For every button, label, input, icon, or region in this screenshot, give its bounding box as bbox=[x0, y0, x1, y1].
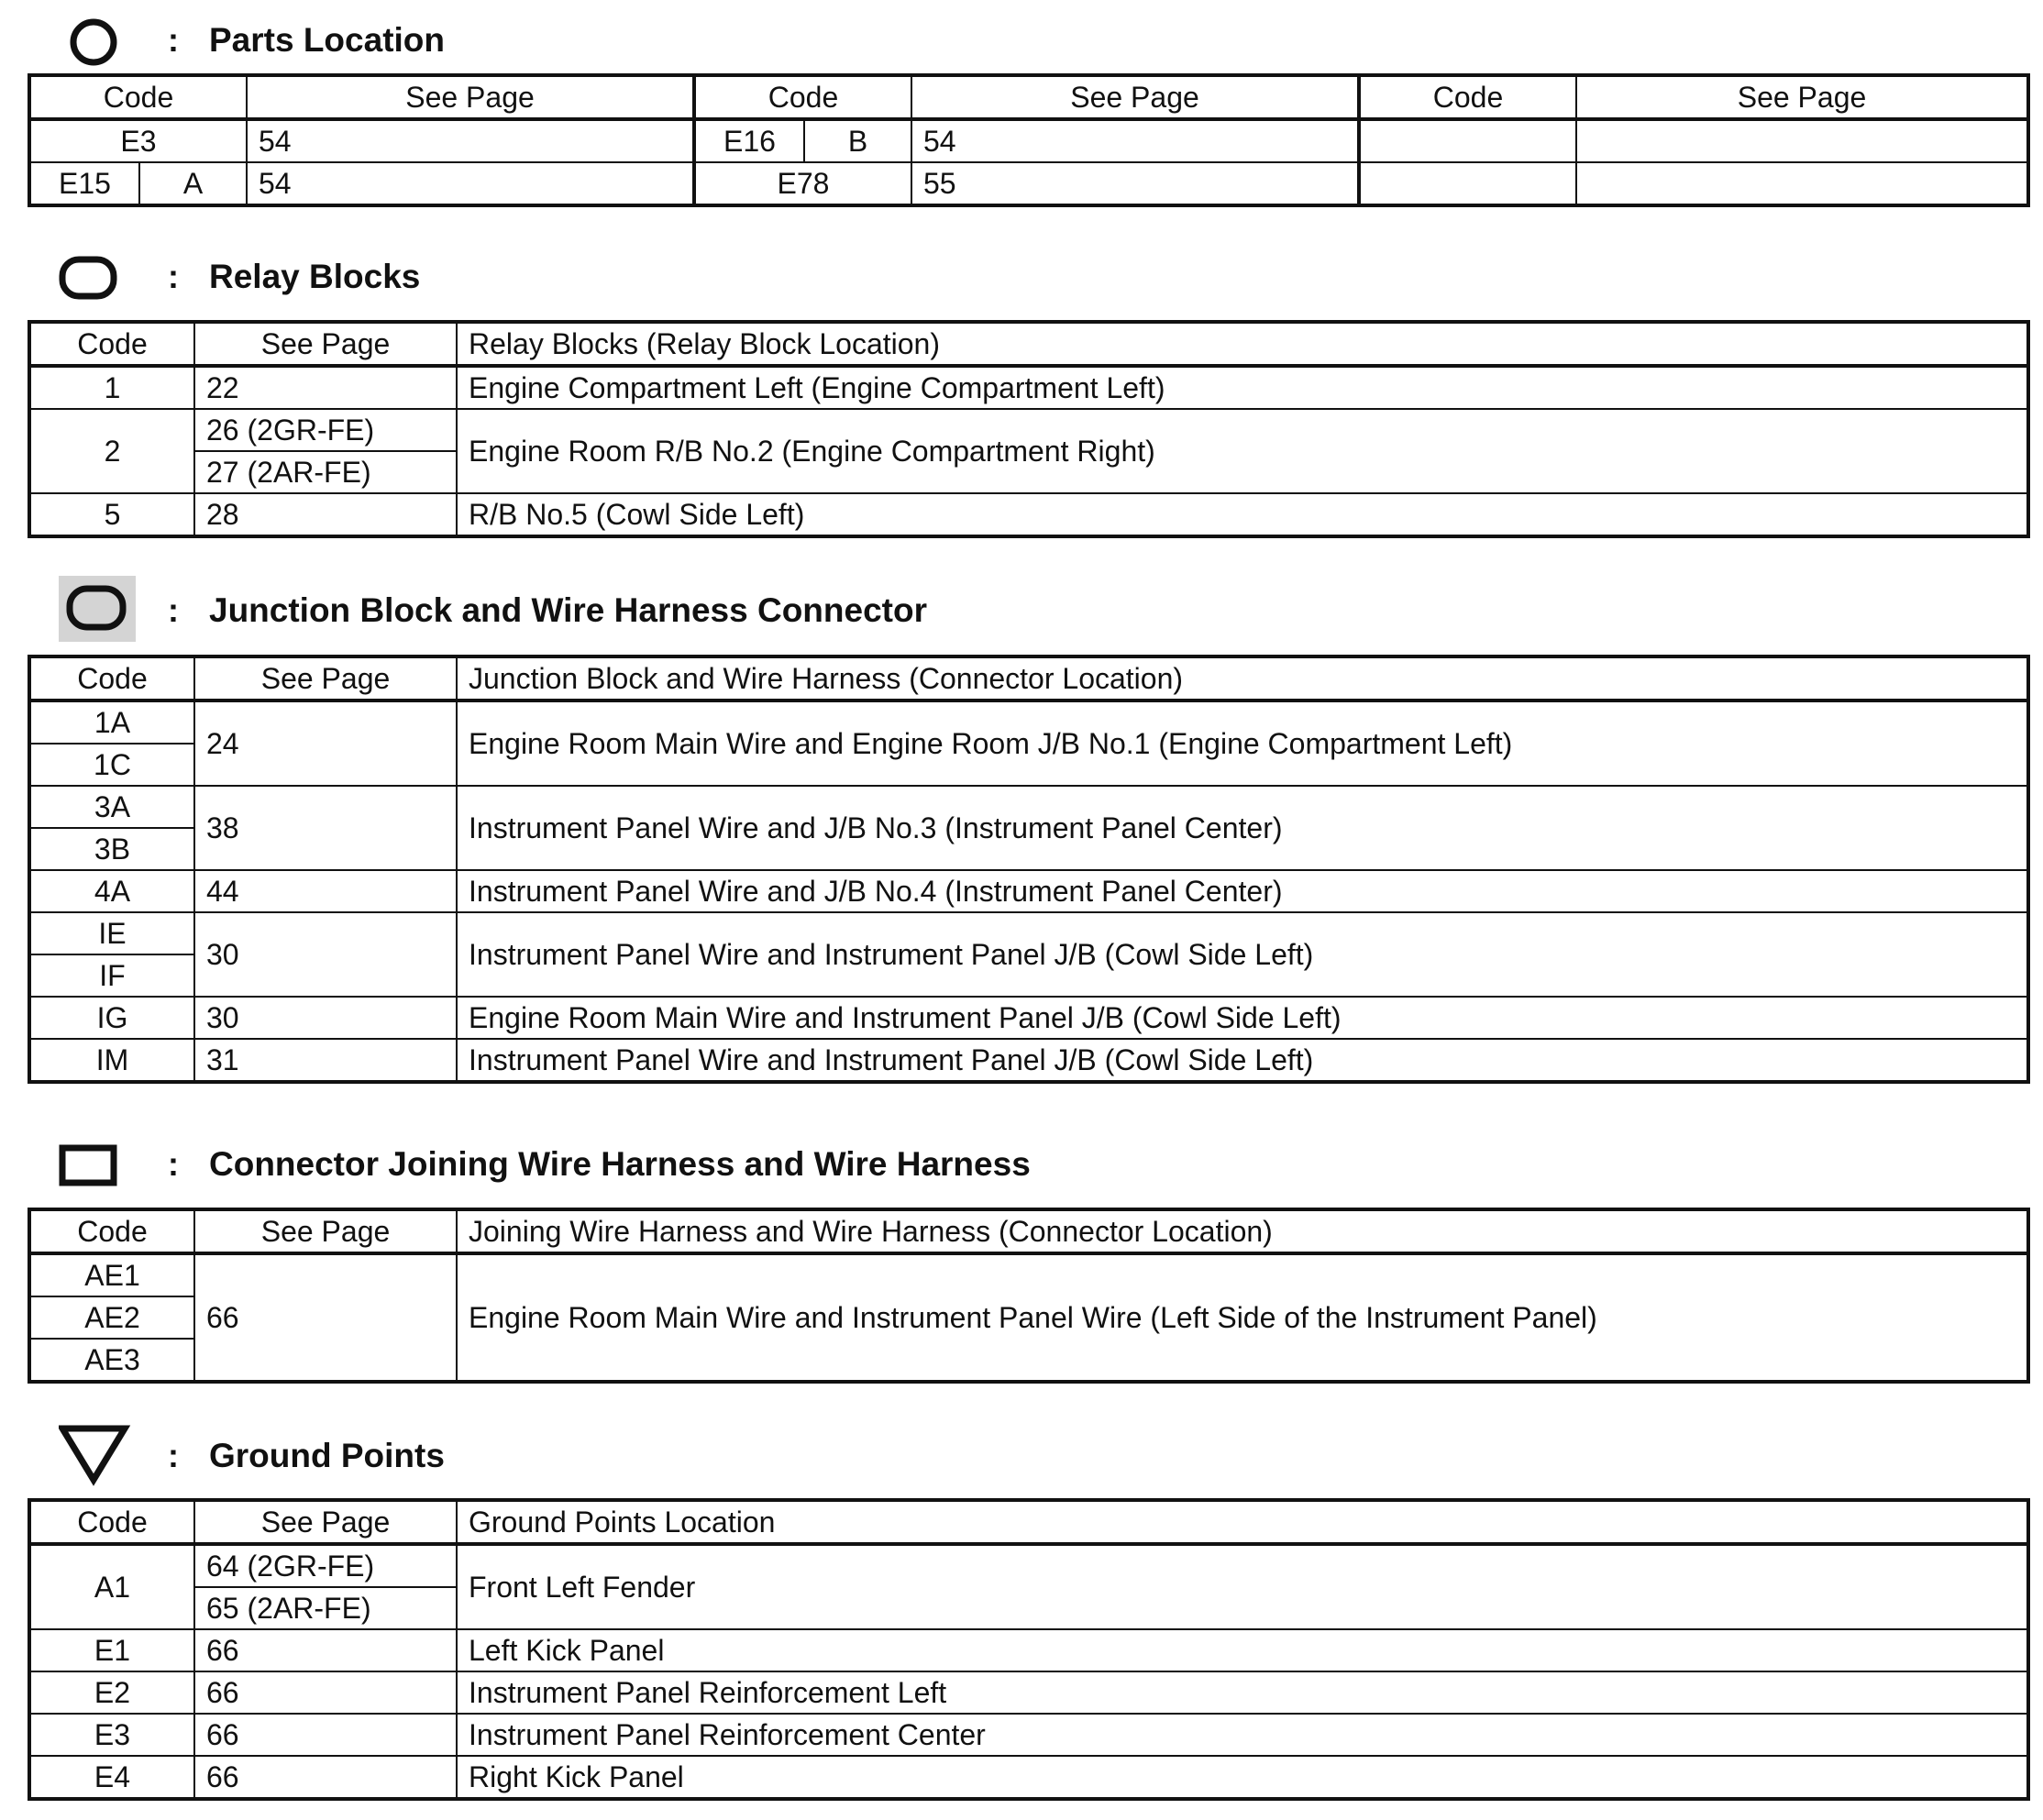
code-sub-cell: B bbox=[804, 119, 911, 162]
section-title: Relay Blocks bbox=[209, 258, 421, 295]
page-cell: 22 bbox=[194, 366, 457, 409]
code-cell: E15 bbox=[29, 162, 139, 205]
header-description: Ground Points Location bbox=[457, 1500, 2028, 1544]
code-cell: E3 bbox=[29, 1714, 194, 1756]
table-row bbox=[29, 997, 2028, 1039]
triangle-down-icon bbox=[59, 1425, 134, 1498]
table-header-row bbox=[29, 1209, 2028, 1253]
ground-points-table bbox=[28, 1498, 2030, 1801]
header-code: Code bbox=[29, 1500, 194, 1544]
description-cell: Instrument Panel Wire and J/B No.3 (Instrument Panel Center) bbox=[457, 786, 2028, 870]
page-cell: 55 bbox=[911, 162, 1359, 205]
code-cell: 1A bbox=[29, 700, 194, 744]
section-title: Parts Location bbox=[209, 21, 445, 59]
description-cell: Left Kick Panel bbox=[457, 1629, 2028, 1671]
code-cell: IE bbox=[29, 912, 194, 954]
code-cell: AE3 bbox=[29, 1339, 194, 1382]
code-cell: IF bbox=[29, 954, 194, 997]
table-row bbox=[29, 1629, 2028, 1671]
code-cell: IM bbox=[29, 1039, 194, 1082]
page-cell: 54 bbox=[911, 119, 1359, 162]
code-cell: 2 bbox=[29, 409, 194, 493]
header-code: Code bbox=[29, 322, 194, 366]
description-cell: Instrument Panel Wire and Instrument Panel J/B (Cowl Side Left) bbox=[457, 912, 2028, 997]
page-cell: 31 bbox=[194, 1039, 457, 1082]
code-cell: 3B bbox=[29, 828, 194, 870]
code-sub-cell: A bbox=[139, 162, 247, 205]
header-description: Junction Block and Wire Harness (Connector Location) bbox=[457, 656, 2028, 700]
description-cell: Front Left Fender bbox=[457, 1544, 2028, 1629]
table-row bbox=[29, 366, 2028, 409]
connector-joining-table bbox=[28, 1208, 2030, 1384]
header-see-page: See Page bbox=[194, 656, 457, 700]
page-cell: 38 bbox=[194, 786, 457, 870]
page-cell: 28 bbox=[194, 493, 457, 536]
code-cell: E16 bbox=[694, 119, 804, 162]
description-cell: Engine Room Main Wire and Instrument Panel J/B (Cowl Side Left) bbox=[457, 997, 2028, 1039]
table-row bbox=[29, 1756, 2028, 1799]
page-cell: 64 (2GR-FE) bbox=[194, 1544, 457, 1587]
table-row bbox=[29, 493, 2028, 536]
ground-points-heading bbox=[0, 1419, 2043, 1502]
page-cell: 66 bbox=[194, 1253, 457, 1382]
parts-location-table bbox=[28, 73, 2030, 207]
table-row bbox=[29, 162, 2028, 205]
page-cell: 54 bbox=[247, 162, 694, 205]
section-title: Connector Joining Wire Harness and Wire Harness bbox=[209, 1145, 1031, 1183]
description-cell: Instrument Panel Reinforcement Center bbox=[457, 1714, 2028, 1756]
description-cell: Instrument Panel Wire and Instrument Panel J/B (Cowl Side Left) bbox=[457, 1039, 2028, 1082]
page-cell: 30 bbox=[194, 912, 457, 997]
code-cell: IG bbox=[29, 997, 194, 1039]
code-cell: AE2 bbox=[29, 1296, 194, 1339]
table-row bbox=[29, 1671, 2028, 1714]
code-cell: 1C bbox=[29, 744, 194, 786]
header-see-page: See Page bbox=[1576, 75, 2028, 119]
header-description: Relay Blocks (Relay Block Location) bbox=[457, 322, 2028, 366]
table-header-row bbox=[29, 656, 2028, 700]
code-cell: 1 bbox=[29, 366, 194, 409]
header-see-page: See Page bbox=[247, 75, 694, 119]
rounded-rect-icon bbox=[59, 251, 134, 325]
empty-cell bbox=[1576, 162, 2028, 205]
table-row bbox=[29, 409, 2028, 451]
empty-cell bbox=[1359, 162, 1576, 205]
code-cell: E3 bbox=[29, 119, 247, 162]
code-cell: E4 bbox=[29, 1756, 194, 1799]
table-header-row bbox=[29, 322, 2028, 366]
table-row bbox=[29, 1714, 2028, 1756]
code-cell: 4A bbox=[29, 870, 194, 912]
header-see-page: See Page bbox=[194, 1209, 457, 1253]
section-colon: : bbox=[168, 1437, 179, 1474]
header-code: Code bbox=[694, 75, 911, 119]
connector-joining-heading bbox=[0, 1128, 2043, 1210]
table-row bbox=[29, 786, 2028, 828]
header-code: Code bbox=[29, 75, 247, 119]
square-icon bbox=[59, 1139, 134, 1212]
header-see-page: See Page bbox=[194, 1500, 457, 1544]
description-cell: R/B No.5 (Cowl Side Left) bbox=[457, 493, 2028, 536]
table-row bbox=[29, 700, 2028, 744]
junction-block-table bbox=[28, 655, 2030, 1084]
section-title: Ground Points bbox=[209, 1437, 445, 1474]
header-code: Code bbox=[1359, 75, 1576, 119]
table-row bbox=[29, 1544, 2028, 1587]
description-cell: Right Kick Panel bbox=[457, 1756, 2028, 1799]
table-row bbox=[29, 870, 2028, 912]
empty-cell bbox=[1576, 119, 2028, 162]
section-colon: : bbox=[168, 591, 179, 629]
relay-blocks-table bbox=[28, 320, 2030, 538]
page-cell: 44 bbox=[194, 870, 457, 912]
description-cell: Engine Room Main Wire and Instrument Panel Wire (Left Side of the Instrument Panel) bbox=[457, 1253, 2028, 1382]
code-cell: 3A bbox=[29, 786, 194, 828]
table-header-row bbox=[29, 1500, 2028, 1544]
section-colon: : bbox=[168, 258, 179, 295]
code-cell: E2 bbox=[29, 1671, 194, 1714]
page-cell: 54 bbox=[247, 119, 694, 162]
table-header-row bbox=[29, 75, 2028, 119]
shaded-rounded-rect-icon bbox=[59, 576, 136, 642]
header-code: Code bbox=[29, 656, 194, 700]
table-row bbox=[29, 1039, 2028, 1082]
page-cell: 66 bbox=[194, 1671, 457, 1714]
code-cell: E78 bbox=[694, 162, 911, 205]
page-cell: 66 bbox=[194, 1714, 457, 1756]
empty-cell bbox=[1359, 119, 1576, 162]
parts-location-heading bbox=[0, 2, 2043, 84]
header-description: Joining Wire Harness and Wire Harness (Connector Location) bbox=[457, 1209, 2028, 1253]
code-cell: 5 bbox=[29, 493, 194, 536]
table-row bbox=[29, 119, 2028, 162]
header-see-page: See Page bbox=[194, 322, 457, 366]
page-cell: 66 bbox=[194, 1629, 457, 1671]
header-code: Code bbox=[29, 1209, 194, 1253]
page-cell: 65 (2AR-FE) bbox=[194, 1587, 457, 1629]
description-cell: Engine Room R/B No.2 (Engine Compartment Right) bbox=[457, 409, 2028, 493]
description-cell: Instrument Panel Reinforcement Left bbox=[457, 1671, 2028, 1714]
relay-blocks-heading bbox=[0, 240, 2043, 323]
code-cell: A1 bbox=[29, 1544, 194, 1629]
page-cell: 27 (2AR-FE) bbox=[194, 451, 457, 493]
page-cell: 66 bbox=[194, 1756, 457, 1799]
code-cell: E1 bbox=[29, 1629, 194, 1671]
section-colon: : bbox=[168, 21, 179, 59]
table-row bbox=[29, 912, 2028, 954]
page-cell: 30 bbox=[194, 997, 457, 1039]
section-title: Junction Block and Wire Harness Connector bbox=[209, 591, 927, 629]
header-see-page: See Page bbox=[911, 75, 1359, 119]
junction-block-heading bbox=[0, 576, 2043, 658]
section-colon: : bbox=[168, 1145, 179, 1183]
page-cell: 24 bbox=[194, 700, 457, 786]
description-cell: Instrument Panel Wire and J/B No.4 (Instrument Panel Center) bbox=[457, 870, 2028, 912]
page-cell: 26 (2GR-FE) bbox=[194, 409, 457, 451]
description-cell: Engine Room Main Wire and Engine Room J/B No.1 (Engine Compartment Left) bbox=[457, 700, 2028, 786]
description-cell: Engine Compartment Left (Engine Compartment Left) bbox=[457, 366, 2028, 409]
table-row bbox=[29, 1253, 2028, 1296]
code-cell: AE1 bbox=[29, 1253, 194, 1296]
